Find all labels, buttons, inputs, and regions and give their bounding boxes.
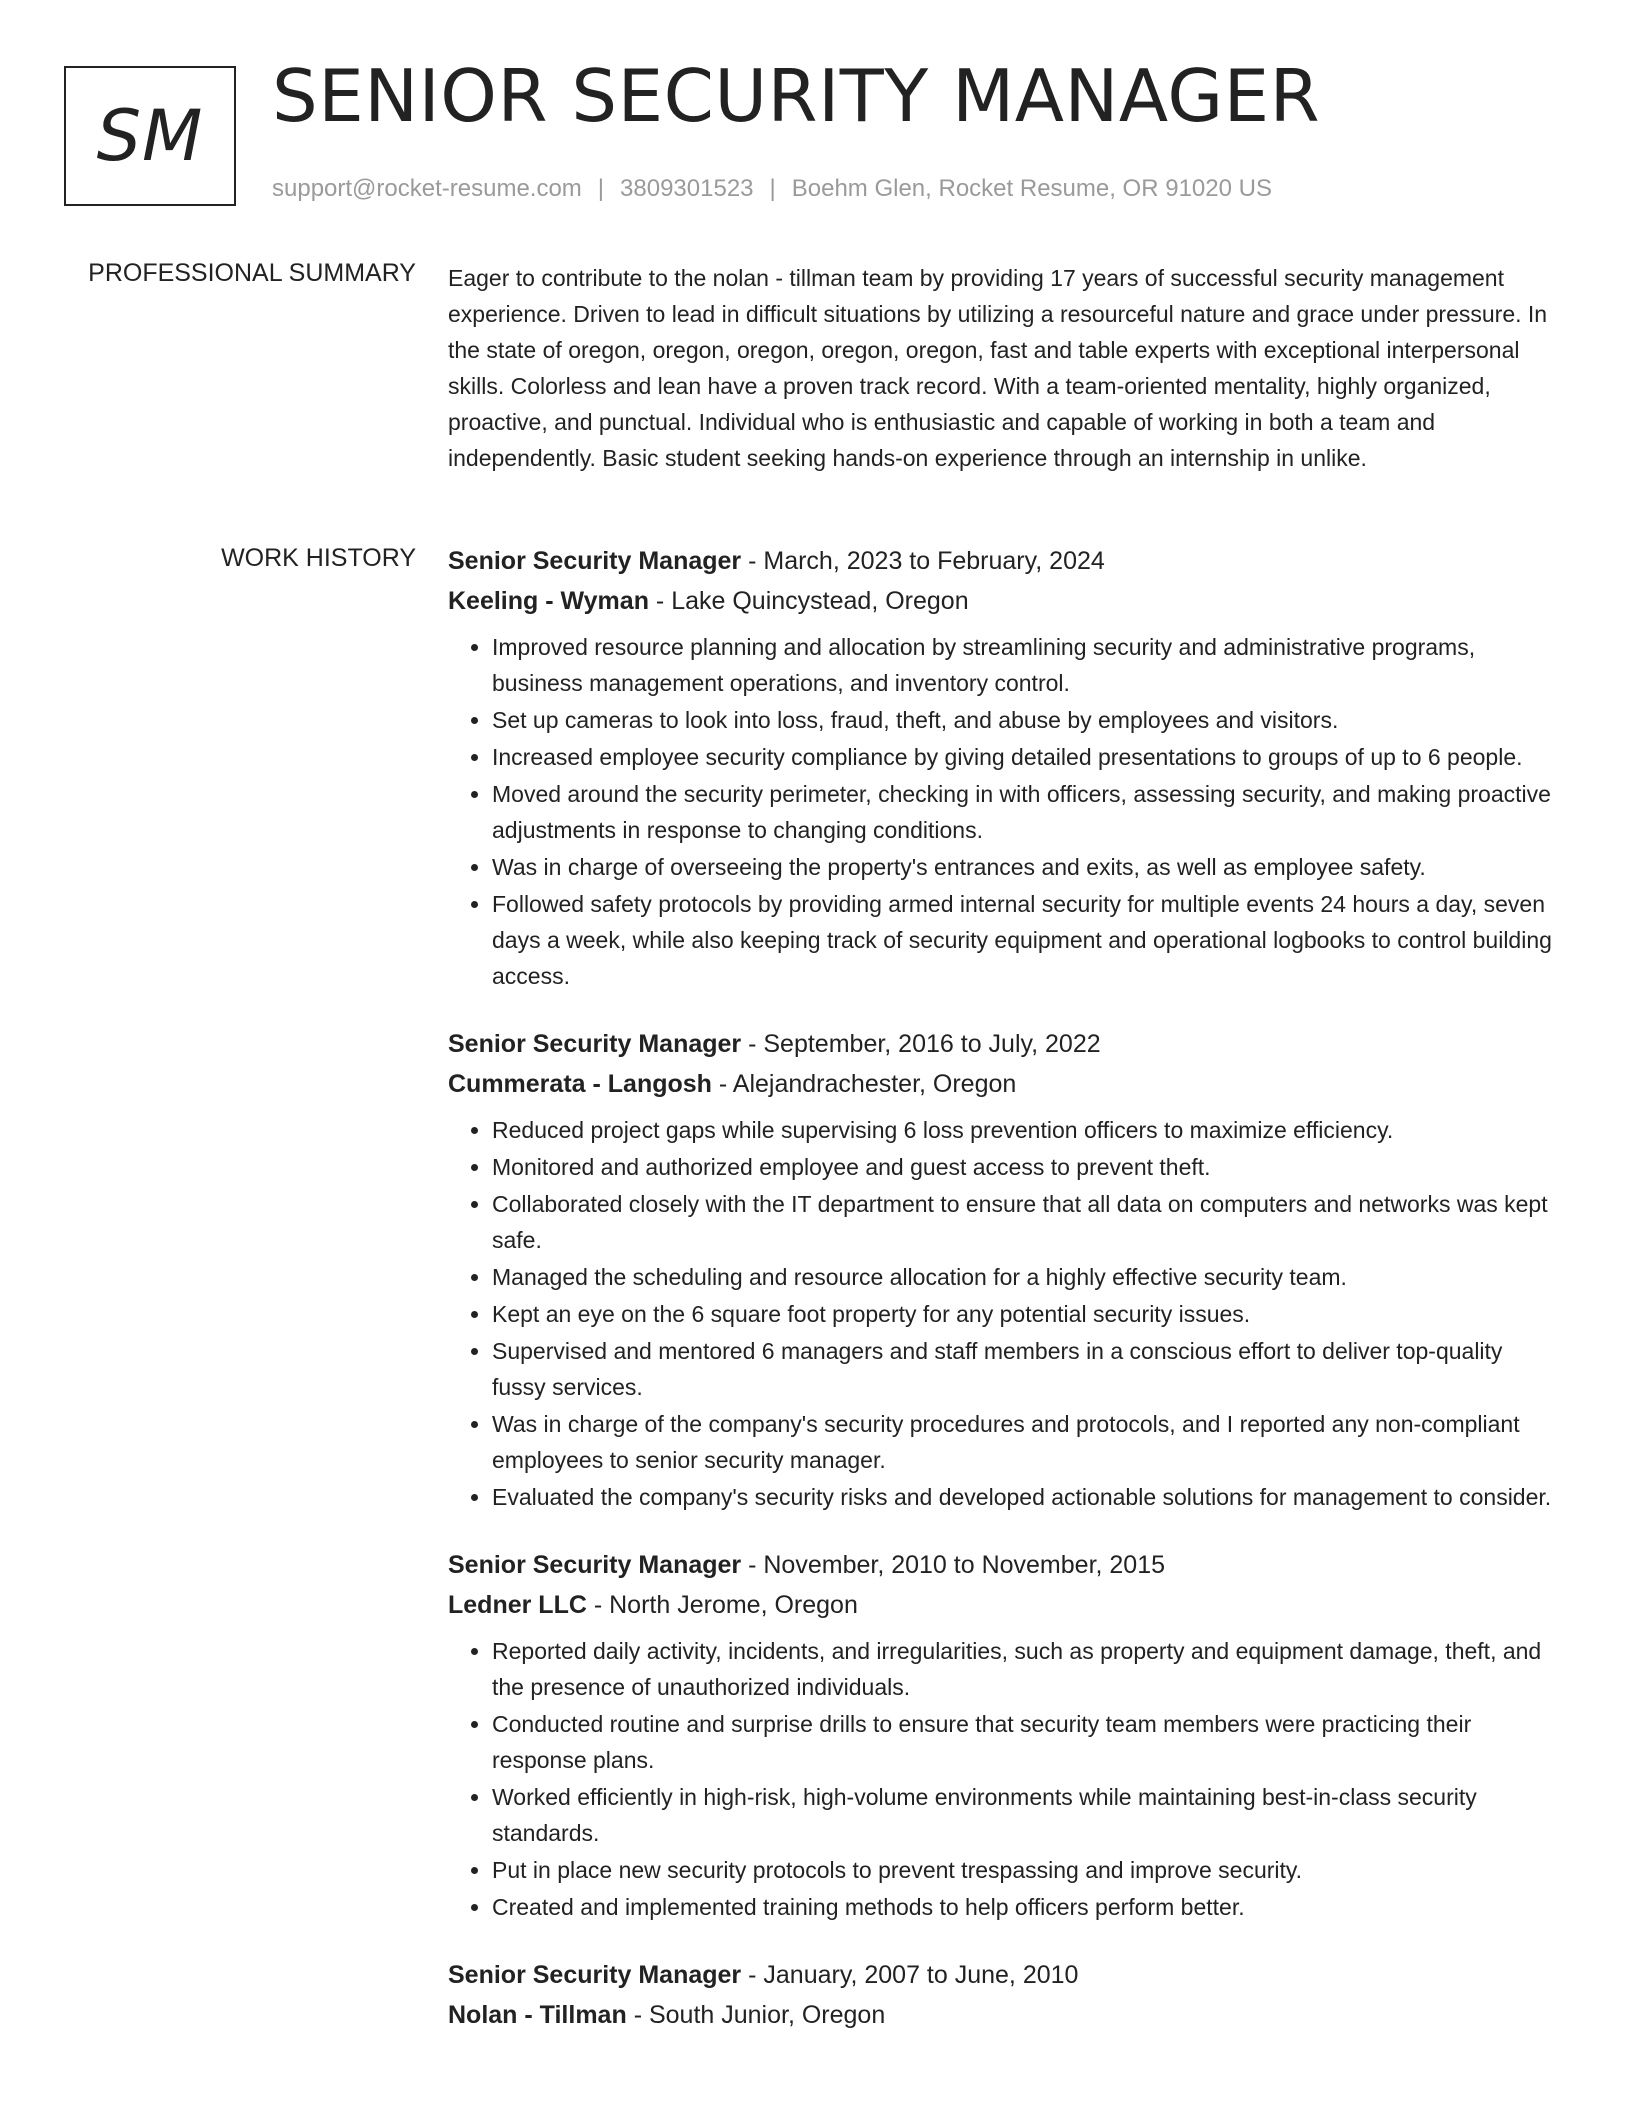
job-bullet: • Worked efficiently in high-risk, high-volume environments while maintaining best-in-class security standards. (492, 1779, 1560, 1851)
job-bullet: • Conducted routine and surprise drills to ensure that security team members were practicing their response plans. (492, 1706, 1560, 1778)
job-dates: - March, 2023 to February, 2024 (748, 547, 1105, 575)
job-title: Senior Security Manager (448, 1551, 742, 1579)
job-company-line (448, 1995, 1560, 2035)
job-location: - South Junior, Oregon (633, 2001, 886, 2029)
job-bullet: • Followed safety protocols by providing armed internal security for multiple events 24 hours a day, seven days a week, while also keeping track of security equipment and operational logbooks to control building access. (492, 886, 1560, 994)
monogram-initials: SM (96, 95, 204, 177)
job-dates: - September, 2016 to July, 2022 (748, 1030, 1101, 1058)
job-dates: - November, 2010 to November, 2015 (748, 1551, 1166, 1579)
job-entry (448, 541, 1560, 994)
job-bullet: • Was in charge of overseeing the property's entrances and exits, as well as employee safety. (492, 849, 1560, 885)
job-title-line (448, 1024, 1560, 1064)
job-bullet: • Set up cameras to look into loss, fraud, theft, and abuse by employees and visitors. (492, 702, 1560, 738)
job-company-line (448, 1585, 1560, 1625)
job-entry (448, 1024, 1560, 1515)
job-company: Keeling - Wyman (448, 587, 649, 615)
job-title-line (448, 1545, 1560, 1585)
job-bullet: • Supervised and mentored 6 managers and staff members in a conscious effort to deliver top-quality fussy services. (492, 1333, 1560, 1405)
job-company-line (448, 1064, 1560, 1104)
job-entry (448, 1955, 1560, 2035)
job-bullet: • Moved around the security perimeter, checking in with officers, assessing security, and making proactive adjustments in response to changing conditions. (492, 776, 1560, 848)
job-bullet: • Reported daily activity, incidents, and irregularities, such as property and equipment damage, theft, and the presence of unauthorized individuals. (492, 1633, 1560, 1705)
job-location: - Alejandrachester, Oregon (718, 1070, 1017, 1098)
contact-separator: | (769, 175, 776, 202)
job-title-line (448, 1955, 1560, 1995)
contact-line (272, 175, 1272, 203)
section-label-summary: PROFESSIONAL SUMMARY (88, 259, 416, 287)
job-location: - Lake Quincystead, Oregon (655, 587, 969, 615)
job-bullet: • Reduced project gaps while supervising 6 loss prevention officers to maximize efficiency. (492, 1112, 1560, 1148)
contact-email[interactable]: support@rocket-resume.com (272, 175, 582, 202)
job-bullet: • Put in place new security protocols to prevent trespassing and improve security. (492, 1852, 1560, 1888)
jobs-list (448, 541, 1560, 2065)
job-bullet: • Managed the scheduling and resource allocation for a highly effective security team. (492, 1259, 1560, 1295)
job-title: Senior Security Manager (448, 547, 742, 575)
job-entry (448, 1545, 1560, 1925)
job-title: Senior Security Manager (448, 1961, 742, 1989)
job-bullet: • Collaborated closely with the IT department to ensure that all data on computers and networks was kept safe. (492, 1186, 1560, 1258)
job-company-line (448, 581, 1560, 621)
contact-phone[interactable]: 3809301523 (620, 175, 754, 202)
summary-text: Eager to contribute to the nolan - tillman team by providing 17 years of successful security management experience. Driven to lead in difficult situations by utilizing a resourceful nature and grace under pressure. In the state of oregon, oregon, oregon, oregon, oregon, fast and table experts with exceptional interpersonal skills. Colorless and lean have a proven track record. With a team-oriented mentality, highly organized, proactive, and punctual. Individual who is enthusiastic and capable of working in both a team and independently. Basic student seeking hands-on experience through an internship in unlike. (448, 265, 1548, 471)
contact-address: Boehm Glen, Rocket Resume, OR 91020 US (791, 175, 1272, 202)
job-bullet: • Evaluated the company's security risks and developed actionable solutions for management to consider. (492, 1479, 1560, 1515)
section-label-work-history: WORK HISTORY (221, 544, 416, 572)
job-bullet: • Monitored and authorized employee and guest access to prevent theft. (492, 1149, 1560, 1185)
job-bullet: • Kept an eye on the 6 square foot property for any potential security issues. (492, 1296, 1560, 1332)
job-title-line (448, 541, 1560, 581)
job-dates: - January, 2007 to June, 2010 (748, 1961, 1079, 1989)
job-bullets (448, 1112, 1560, 1515)
job-bullets (448, 629, 1560, 994)
job-company: Nolan - Tillman (448, 2001, 627, 2029)
page-title: SENIOR SECURITY MANAGER (272, 54, 1321, 138)
job-bullet: • Created and implemented training methods to help officers perform better. (492, 1889, 1560, 1925)
job-bullet: • Was in charge of the company's security procedures and protocols, and I reported any non-compliant employees to senior security manager. (492, 1406, 1560, 1478)
monogram-box (64, 66, 236, 206)
job-bullets (448, 1633, 1560, 1925)
job-bullet: • Improved resource planning and allocation by streamlining security and administrative programs, business management operations, and inventory control. (492, 629, 1560, 701)
job-company: Ledner LLC (448, 1591, 587, 1619)
job-location: - North Jerome, Oregon (593, 1591, 858, 1619)
job-bullet: • Increased employee security compliance by giving detailed presentations to groups of up to 6 people. (492, 739, 1560, 775)
job-company: Cummerata - Langosh (448, 1070, 712, 1098)
contact-separator: | (597, 175, 605, 202)
job-title: Senior Security Manager (448, 1030, 742, 1058)
